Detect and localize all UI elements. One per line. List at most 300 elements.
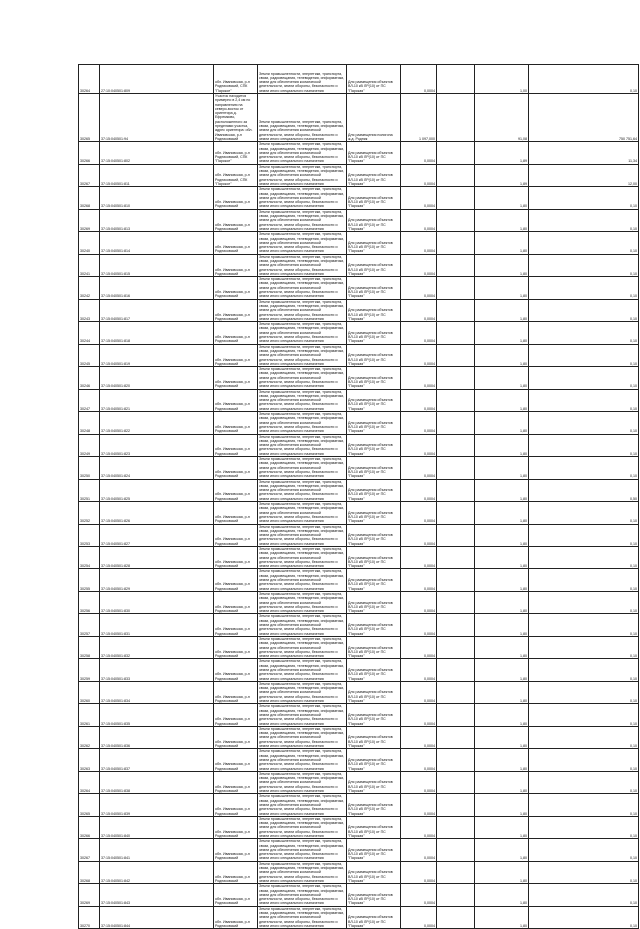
row-number-cell: 30257 <box>79 614 100 636</box>
land-category-cell: Земли промышленности, энергетики, транспорта, связи, радиовещания, телевидения, информатики, земли для обеспечения космической деятельности, земли обороны, безопасности и земли иного специального назначения <box>258 412 347 434</box>
total-cell: 0,10 <box>529 502 639 524</box>
row-number-cell: 30254 <box>79 546 100 568</box>
table-row <box>79 164 639 186</box>
permitted-use-cell: Для размещения объектов ВЛ-10 кВ ЛР(10) от ПС "Парская" <box>347 367 401 389</box>
extra-cell <box>437 209 475 231</box>
area-cell: 0,0004 <box>401 884 437 906</box>
cadastral-value-cell: 1,80 <box>475 884 529 906</box>
row-number-cell: 30249 <box>79 434 100 456</box>
total-cell: 0,10 <box>529 749 639 771</box>
area-cell: 0,0004 <box>401 142 437 164</box>
cadastral-value-cell: 1,80 <box>475 569 529 591</box>
total-cell: 0,10 <box>529 187 639 209</box>
cadastral-value-cell: 1,80 <box>475 344 529 366</box>
table-row <box>79 232 639 254</box>
cadastral-value-cell: 1,00 <box>475 65 529 94</box>
address-cell: обл. Ивановская, р-н Родниковский <box>214 502 258 524</box>
area-cell: 0,0004 <box>401 209 437 231</box>
address-cell: обл. Ивановская, р-н Родниковский <box>214 771 258 793</box>
permitted-use-cell: Для размещения объектов ВЛ-10 кВ ЛР(10) от ПС "Парская" <box>347 434 401 456</box>
row-number-cell: 30241 <box>79 254 100 276</box>
row-number-cell: 30263 <box>79 749 100 771</box>
extra-cell <box>437 164 475 186</box>
row-number-cell: 30251 <box>79 479 100 501</box>
permitted-use-cell: Для размещения объектов ВЛ-10 кВ ЛР(10) от ПС "Парская" <box>347 457 401 479</box>
permitted-use-cell: Для размещения объектов ВЛ-10 кВ ЛР(10) от ПС "Парская" <box>347 322 401 344</box>
land-category-cell: Земли промышленности, энергетики, транспорта, связи, радиовещания, телевидения, информатики, земли для обеспечения космической деятельности, земли обороны, безопасности и земли иного специального назначения <box>258 322 347 344</box>
land-category-cell: Земли промышленности, энергетики, транспорта, связи, радиовещания, телевидения, информатики, земли для обеспечения космической деятельности, земли обороны, безопасности и земли иного специального назначения <box>258 704 347 726</box>
table-row <box>79 524 639 546</box>
total-cell: 0,10 <box>529 906 639 928</box>
extra-cell <box>437 794 475 816</box>
extra-cell <box>437 187 475 209</box>
permitted-use-cell: Для размещения объектов ВЛ-10 кВ ЛР(10) от ПС "Парская" <box>347 614 401 636</box>
area-cell: 0,0004 <box>401 794 437 816</box>
extra-cell <box>437 434 475 456</box>
cadastral-number-cell: 37:15:040501:834 <box>100 681 214 703</box>
table-row <box>79 861 639 883</box>
cadastral-number-cell: 37:15:040501:810 <box>100 187 214 209</box>
row-number-cell: 30268 <box>79 187 100 209</box>
area-cell: 0,0004 <box>401 502 437 524</box>
total-cell: 0,10 <box>529 344 639 366</box>
area-cell: 0,0004 <box>401 524 437 546</box>
address-cell: обл. Ивановская, р-н Родниковский <box>214 524 258 546</box>
row-number-cell: 30252 <box>79 502 100 524</box>
land-category-cell: Земли промышленности, энергетики, транспорта, связи, радиовещания, телевидения, информатики, земли для обеспечения космической деятельности, земли обороны, безопасности и земли иного специального назначения <box>258 299 347 321</box>
area-cell: 0,0004 <box>401 726 437 748</box>
table-row <box>79 659 639 681</box>
table-row <box>79 502 639 524</box>
permitted-use-cell: Для размещения объектов ВЛ-10 кВ ЛР(10) от ПС "Парская" <box>347 524 401 546</box>
area-cell: 0,0004 <box>401 546 437 568</box>
land-category-cell: Земли промышленности, энергетики, транспорта, связи, радиовещания, телевидения, информатики, земли для обеспечения космической деятельности, земли обороны, безопасности и земли иного специального назначения <box>258 344 347 366</box>
row-number-cell: 30265 <box>79 794 100 816</box>
cadastral-value-cell: 1,80 <box>475 749 529 771</box>
table-row <box>79 636 639 658</box>
extra-cell <box>437 299 475 321</box>
table-row <box>79 457 639 479</box>
land-category-cell: Земли промышленности, энергетики, транспорта, связи, радиовещания, телевидения, информатики, земли для обеспечения космической деятельности, земли обороны, безопасности и земли иного специального назначения <box>258 65 347 94</box>
address-cell: обл. Ивановская, р-н Родниковский <box>214 457 258 479</box>
cadastral-number-cell: 37:15:040501:842 <box>100 861 214 883</box>
extra-cell <box>437 884 475 906</box>
cadastral-number-cell: 37:15:040501:830 <box>100 591 214 613</box>
address-cell: обл. Ивановская, р-н Родниковский <box>214 681 258 703</box>
total-cell: 0,10 <box>529 367 639 389</box>
table-row <box>79 254 639 276</box>
land-category-cell: Земли промышленности, энергетики, транспорта, связи, радиовещания, телевидения, информатики, земли для обеспечения космической деятельности, земли обороны, безопасности и земли иного специального назначения <box>258 659 347 681</box>
permitted-use-cell: Для размещения объектов ВЛ-10 кВ ЛР(10) от ПС "Парская" <box>347 816 401 838</box>
total-cell: 0,10 <box>529 614 639 636</box>
table-row <box>79 187 639 209</box>
cadastral-number-cell: 37:15:040501:826 <box>100 502 214 524</box>
total-cell: 0,10 <box>529 569 639 591</box>
extra-cell <box>437 254 475 276</box>
cadastral-number-cell: 37:15:040501:837 <box>100 749 214 771</box>
row-number-cell: 30258 <box>79 636 100 658</box>
total-cell: 0,10 <box>529 636 639 658</box>
land-category-cell: Земли промышленности, энергетики, транспорта, связи, радиовещания, телевидения, информатики, земли для обеспечения космической деятельности, земли обороны, безопасности и земли иного специального назначения <box>258 277 347 299</box>
address-cell: обл. Ивановская, р-н Родниковский <box>214 299 258 321</box>
cadastral-number-cell: 37:15:040501:828 <box>100 546 214 568</box>
area-cell: 0,0004 <box>401 704 437 726</box>
land-category-cell: Земли промышленности, энергетики, транспорта, связи, радиовещания, телевидения, информатики, земли для обеспечения космической деятельности, земли обороны, безопасности и земли иного специального назначения <box>258 569 347 591</box>
land-category-cell: Земли промышленности, энергетики, транспорта, связи, радиовещания, телевидения, информатики, земли для обеспечения космической деятельности, земли обороны, безопасности и земли иного специального назначения <box>258 906 347 928</box>
total-cell: 0,10 <box>529 434 639 456</box>
extra-cell <box>437 749 475 771</box>
extra-cell <box>437 277 475 299</box>
area-cell: 0,0004 <box>401 367 437 389</box>
address-cell: обл. Ивановская, р-н Родниковский <box>214 861 258 883</box>
cadastral-number-cell: 37:15:040501:811 <box>100 164 214 186</box>
cadastral-number-cell: 37:15:040501:819 <box>100 344 214 366</box>
area-cell: 0,0004 <box>401 322 437 344</box>
area-cell: 0,0004 <box>401 164 437 186</box>
permitted-use-cell: Для размещения объектов ВЛ-10 кВ ЛР(10) от ПС "Парская" <box>347 232 401 254</box>
land-category-cell: Земли промышленности, энергетики, транспорта, связи, радиовещания, телевидения, информатики, земли для обеспечения космической деятельности, земли обороны, безопасности и земли иного специального назначения <box>258 524 347 546</box>
table-row <box>79 771 639 793</box>
area-cell: 0,0004 <box>401 839 437 861</box>
address-cell: обл. Ивановская, р-н Родниковский <box>214 659 258 681</box>
total-cell: 0,10 <box>529 816 639 838</box>
permitted-use-cell: Для размещения объектов ВЛ-10 кВ ЛР(10) от ПС "Парская" <box>347 839 401 861</box>
table-row <box>79 479 639 501</box>
cadastral-value-cell: 1,80 <box>475 457 529 479</box>
address-cell: обл. Ивановская, р-н Родниковский <box>214 884 258 906</box>
cadastral-number-cell: 37:15:040501:822 <box>100 412 214 434</box>
land-category-cell: Земли промышленности, энергетики, транспорта, связи, радиовещания, телевидения, информатики, земли для обеспечения космической деятельности, земли обороны, безопасности и земли иного специального назначения <box>258 434 347 456</box>
table-row <box>79 906 639 928</box>
permitted-use-cell: Для размещения объектов ВЛ-10 кВ ЛР(10) от ПС "Парская" <box>347 479 401 501</box>
permitted-use-cell: Для размещения объектов ВЛ-10 кВ ЛР(10) от ПС "Парская" <box>347 794 401 816</box>
extra-cell <box>437 681 475 703</box>
cadastral-value-cell: 1,80 <box>475 726 529 748</box>
permitted-use-cell: Для размещения объектов ВЛ-10 кВ ЛР(10) от ПС "Парская" <box>347 142 401 164</box>
address-cell: обл. Ивановская, р-н Родниковский <box>214 344 258 366</box>
land-category-cell: Земли промышленности, энергетики, транспорта, связи, радиовещания, телевидения, информатики, земли для обеспечения космической деятельности, земли обороны, безопасности и земли иного специального назначения <box>258 636 347 658</box>
land-category-cell: Земли промышленности, энергетики, транспорта, связи, радиовещания, телевидения, информатики, земли для обеспечения космической деятельности, земли обороны, безопасности и земли иного специального назначения <box>258 187 347 209</box>
row-number-cell: 30242 <box>79 277 100 299</box>
cadastral-value-cell: 1,80 <box>475 209 529 231</box>
total-cell: 0,10 <box>529 232 639 254</box>
extra-cell <box>437 232 475 254</box>
table-row <box>79 209 639 231</box>
address-cell: обл. Ивановская, р-н Родниковский <box>214 614 258 636</box>
cadastral-value-cell: 1,80 <box>475 299 529 321</box>
address-cell: обл. Ивановская, р-н Родниковский <box>214 322 258 344</box>
permitted-use-cell: Для размещения объектов ВЛ-10 кВ ЛР(10) от ПС "Парская" <box>347 502 401 524</box>
total-cell: 0,10 <box>529 861 639 883</box>
cadastral-number-cell: 37:15:040501:820 <box>100 367 214 389</box>
total-cell: 0,10 <box>529 771 639 793</box>
total-cell: 0,10 <box>529 65 639 94</box>
cadastral-value-cell: 1,80 <box>475 434 529 456</box>
land-category-cell: Земли промышленности, энергетики, транспорта, связи, радиовещания, телевидения, информатики, земли для обеспечения космической деятельности, земли обороны, безопасности и земли иного специального назначения <box>258 614 347 636</box>
extra-cell <box>437 457 475 479</box>
cadastral-value-cell: 1,80 <box>475 524 529 546</box>
row-number-cell: 30247 <box>79 389 100 411</box>
permitted-use-cell: Для размещения объектов ВЛ-10 кВ ЛР(10) от ПС "Парская" <box>347 861 401 883</box>
permitted-use-cell: Для размещения объектов ВЛ-10 кВ ЛР(10) от ПС "Парская" <box>347 749 401 771</box>
cadastral-value-cell: 1,80 <box>475 254 529 276</box>
total-cell: 0,50 <box>529 479 639 501</box>
extra-cell <box>437 389 475 411</box>
land-category-cell: Земли промышленности, энергетики, транспорта, связи, радиовещания, телевидения, информатики, земли для обеспечения космической деятельности, земли обороны, безопасности и земли иного специального назначения <box>258 794 347 816</box>
cadastral-value-cell: 1,80 <box>475 681 529 703</box>
table-row <box>79 794 639 816</box>
permitted-use-cell: Для размещения объектов ВЛ-10 кВ ЛР(10) от ПС "Парская" <box>347 591 401 613</box>
address-cell: обл. Ивановская, р-н Родниковский <box>214 636 258 658</box>
address-cell: обл. Ивановская, р-н Родниковский <box>214 209 258 231</box>
row-number-cell: 30240 <box>79 232 100 254</box>
address-cell: обл. Ивановская, р-н Родниковский <box>214 367 258 389</box>
cadastral-number-cell: 37:15:040501:835 <box>100 704 214 726</box>
row-number-cell: 30262 <box>79 726 100 748</box>
cadastral-value-cell: 1,80 <box>475 614 529 636</box>
table-row <box>79 94 639 142</box>
row-number-cell: 30246 <box>79 367 100 389</box>
permitted-use-cell: Для размещения объектов ВЛ-10 кВ ЛР(10) от ПС "Парская" <box>347 636 401 658</box>
table-row <box>79 367 639 389</box>
address-cell: обл. Ивановская, р-н Родниковский <box>214 816 258 838</box>
table-row <box>79 546 639 568</box>
land-category-cell: Земли промышленности, энергетики, транспорта, связи, радиовещания, телевидения, информатики, земли для обеспечения космической деятельности, земли обороны, безопасности и земли иного специального назначения <box>258 232 347 254</box>
cadastral-value-cell: 1,80 <box>475 187 529 209</box>
cadastral-value-cell: 1,80 <box>475 322 529 344</box>
extra-cell <box>437 479 475 501</box>
extra-cell <box>437 816 475 838</box>
cadastral-number-cell: 37:15:040501:841 <box>100 839 214 861</box>
cadastral-value-cell: 1,80 <box>475 479 529 501</box>
permitted-use-cell: Для размещения объектов ВЛ-10 кВ ЛР(10) от ПС "Парская" <box>347 569 401 591</box>
cadastral-value-cell: 1,80 <box>475 546 529 568</box>
table-row <box>79 299 639 321</box>
total-cell: 0,10 <box>529 457 639 479</box>
row-number-cell: 30243 <box>79 299 100 321</box>
cadastral-number-cell: 37:15:040501:838 <box>100 771 214 793</box>
address-cell: обл. Ивановская, р-н Родниковский <box>214 389 258 411</box>
cadastral-number-cell: 37:15:040501:815 <box>100 254 214 276</box>
permitted-use-cell: Для размещения объектов ВЛ-10 кВ ЛР(10) от ПС "Парская" <box>347 659 401 681</box>
cadastral-value-cell: 1,80 <box>475 659 529 681</box>
address-cell: обл. Ивановская, р-н Родниковский <box>214 434 258 456</box>
table-row <box>79 277 639 299</box>
land-category-cell: Земли промышленности, энергетики, транспорта, связи, радиовещания, телевидения, информатики, земли для обеспечения космической деятельности, земли обороны, безопасности и земли иного специального назначения <box>258 884 347 906</box>
area-cell: 0,0004 <box>401 254 437 276</box>
extra-cell <box>437 524 475 546</box>
cadastral-value-cell: 1,80 <box>475 906 529 928</box>
address-cell: обл. Ивановская, р-н Родниковский <box>214 479 258 501</box>
cadastral-value-cell: 91,08 <box>475 94 529 142</box>
total-cell: 0,10 <box>529 412 639 434</box>
cadastral-number-cell: 37:15:040501:813 <box>100 209 214 231</box>
area-cell: 0,0004 <box>401 591 437 613</box>
address-cell: обл. Ивановская, р-н Родниковский <box>214 839 258 861</box>
permitted-use-cell: Для размещения объектов ВЛ-10 кВ ЛР(10) от ПС "Парская" <box>347 704 401 726</box>
cadastral-number-cell: 37:15:040501:832 <box>100 636 214 658</box>
table-row <box>79 839 639 861</box>
cadastral-number-cell: 37:15:040501:814 <box>100 232 214 254</box>
total-cell: 11,34 <box>529 142 639 164</box>
permitted-use-cell: Для размещения объектов ВЛ-10 кВ ЛР(10) от ПС "Парская" <box>347 277 401 299</box>
land-category-cell: Земли промышленности, энергетики, транспорта, связи, радиовещания, телевидения, информатики, земли для обеспечения космической деятельности, земли обороны, безопасности и земли иного специального назначения <box>258 546 347 568</box>
register-table-body <box>79 65 639 929</box>
table-row <box>79 681 639 703</box>
land-category-cell: Земли промышленности, энергетики, транспорта, связи, радиовещания, телевидения, информатики, земли для обеспечения космической деятельности, земли обороны, безопасности и земли иного специального назначения <box>258 254 347 276</box>
area-cell: 0,0004 <box>401 187 437 209</box>
cadastral-number-cell: 37:15:040501:839 <box>100 794 214 816</box>
cadastral-number-cell: 27:10:040501:809 <box>100 65 214 94</box>
permitted-use-cell: Для размещения объектов ВЛ-10 кВ ЛР(10) от ПС "Парская" <box>347 884 401 906</box>
permitted-use-cell: Для размещения объектов ВЛ-10 кВ ЛР(10) от ПС "Парская" <box>347 344 401 366</box>
permitted-use-cell: Для размещения объектов ВЛ-10 кВ ЛР(10) от ПС "Парская" <box>347 164 401 186</box>
total-cell: 0,10 <box>529 277 639 299</box>
cadastral-value-cell: 1,80 <box>475 704 529 726</box>
land-category-cell: Земли промышленности, энергетики, транспорта, связи, радиовещания, телевидения, информатики, земли для обеспечения космической деятельности, земли обороны, безопасности и земли иного специального назначения <box>258 142 347 164</box>
area-cell: 0,0004 <box>401 749 437 771</box>
total-cell: 0,10 <box>529 389 639 411</box>
cadastral-number-cell: 37:15:040501:821 <box>100 389 214 411</box>
row-number-cell: 30253 <box>79 524 100 546</box>
area-cell: 0,0004 <box>401 412 437 434</box>
area-cell: 0,0004 <box>401 344 437 366</box>
extra-cell <box>437 636 475 658</box>
permitted-use-cell: Для размещения объектов ВЛ-10 кВ ЛР(10) от ПС "Парская" <box>347 546 401 568</box>
area-cell: 0,0004 <box>401 861 437 883</box>
extra-cell <box>437 591 475 613</box>
table-row <box>79 569 639 591</box>
cadastral-number-cell: 37:15:040501:831 <box>100 614 214 636</box>
cadastral-number-cell: 37:15:040501:833 <box>100 659 214 681</box>
address-cell: обл. Ивановская, р-н Родниковский <box>214 412 258 434</box>
row-number-cell: 30267 <box>79 839 100 861</box>
extra-cell <box>437 65 475 94</box>
extra-cell <box>437 614 475 636</box>
extra-cell <box>437 94 475 142</box>
cadastral-number-cell: 37:15:040501:802 <box>100 142 214 164</box>
cadastral-value-cell: 1,80 <box>475 412 529 434</box>
cadastral-number-cell: 37:15:040501:840 <box>100 816 214 838</box>
table-row <box>79 65 639 94</box>
permitted-use-cell: Для размещения объектов ВЛ-10 кВ ЛР(10) от ПС "Парская" <box>347 681 401 703</box>
table-row <box>79 884 639 906</box>
cadastral-value-cell: 1,80 <box>475 389 529 411</box>
area-cell: 0,0004 <box>401 299 437 321</box>
total-cell: 0,10 <box>529 794 639 816</box>
total-cell: 0,10 <box>529 726 639 748</box>
address-cell: обл. Ивановская, р-н Родниковский, СПК "Парское" <box>214 142 258 164</box>
cadastral-number-cell: 37:15:040501:829 <box>100 569 214 591</box>
address-cell: обл. Ивановская, р-н Родниковский <box>214 232 258 254</box>
area-cell: 0,0004 <box>401 457 437 479</box>
cadastral-value-cell: 1,80 <box>475 502 529 524</box>
row-number-cell: 30265 <box>79 94 100 142</box>
row-number-cell: 30270 <box>79 906 100 928</box>
extra-cell <box>437 839 475 861</box>
row-number-cell: 30266 <box>79 142 100 164</box>
total-cell: 0,10 <box>529 591 639 613</box>
table-row <box>79 591 639 613</box>
address-cell: обл. Ивановская, р-н Родниковский <box>214 749 258 771</box>
area-cell: 0,0004 <box>401 434 437 456</box>
row-number-cell: 30248 <box>79 412 100 434</box>
extra-cell <box>437 142 475 164</box>
cadastral-value-cell: 1,80 <box>475 839 529 861</box>
cadastral-value-cell: 1,89 <box>475 142 529 164</box>
extra-cell <box>437 546 475 568</box>
total-cell: 750 751,64 <box>529 94 639 142</box>
extra-cell <box>437 704 475 726</box>
cadastral-value-cell: 1,89 <box>475 164 529 186</box>
table-row <box>79 704 639 726</box>
table-row <box>79 614 639 636</box>
address-cell: обл. Ивановская, р-н Родниковский <box>214 726 258 748</box>
address-cell: обл. Ивановская, р-н Родниковский, СПК "Парское" <box>214 164 258 186</box>
total-cell: 0,10 <box>529 524 639 546</box>
extra-cell <box>437 861 475 883</box>
land-category-cell: Земли промышленности, энергетики, транспорта, связи, радиовещания, телевидения, информатики, земли для обеспечения космической деятельности, земли обороны, безопасности и земли иного специального назначения <box>258 726 347 748</box>
permitted-use-cell: Для размещения объектов ВЛ-10 кВ ЛР(10) от ПС "Парская" <box>347 299 401 321</box>
area-cell: 0,0004 <box>401 277 437 299</box>
land-category-cell: Земли промышленности, энергетики, транспорта, связи, радиовещания, телевидения, информатики, земли для обеспечения космической деятельности, земли обороны, безопасности и земли иного специального назначения <box>258 749 347 771</box>
land-category-cell: Земли промышленности, энергетики, транспорта, связи, радиовещания, телевидения, информатики, земли для обеспечения космической деятельности, земли обороны, безопасности и земли иного специального назначения <box>258 164 347 186</box>
cadastral-number-cell: 37:15:040501:825 <box>100 479 214 501</box>
address-cell: обл. Ивановская, р-н Родниковский <box>214 704 258 726</box>
land-category-cell: Земли промышленности, энергетики, транспорта, связи, радиовещания, телевидения, информатики, земли для обеспечения космической деятельности, земли обороны, безопасности и земли иного специального назначения <box>258 771 347 793</box>
row-number-cell: 30256 <box>79 591 100 613</box>
permitted-use-cell: Для размещения объектов ВЛ-10 кВ ЛР(10) от ПС "Парская" <box>347 771 401 793</box>
cadastral-value-cell: 1,80 <box>475 861 529 883</box>
row-number-cell: 30261 <box>79 704 100 726</box>
land-category-cell: Земли промышленности, энергетики, транспорта, связи, радиовещания, телевидения, информатики, земли для обеспечения космической деятельности, земли обороны, безопасности и земли иного специального назначения <box>258 839 347 861</box>
extra-cell <box>437 569 475 591</box>
total-cell: 0,10 <box>529 209 639 231</box>
register-table <box>78 64 639 929</box>
area-cell: 0,0004 <box>401 636 437 658</box>
extra-cell <box>437 659 475 681</box>
cadastral-number-cell: 37:15:040501:843 <box>100 884 214 906</box>
address-cell: обл. Ивановская, р-н Родниковский <box>214 546 258 568</box>
address-cell: обл. Ивановская, р-н Родниковский <box>214 254 258 276</box>
total-cell: 0,10 <box>529 704 639 726</box>
row-number-cell: 30244 <box>79 322 100 344</box>
extra-cell <box>437 726 475 748</box>
address-cell: обл. Ивановская, р-н Родниковский <box>214 794 258 816</box>
permitted-use-cell: Для размещения объектов ВЛ-10 кВ ЛР(10) от ПС "Парская" <box>347 906 401 928</box>
table-row <box>79 412 639 434</box>
cadastral-value-cell: 1,80 <box>475 232 529 254</box>
total-cell: 0,10 <box>529 254 639 276</box>
permitted-use-cell: Для размещения объектов ВЛ-10 кВ ЛР(10) от ПС "Парская" <box>347 254 401 276</box>
extra-cell <box>437 502 475 524</box>
extra-cell <box>437 367 475 389</box>
total-cell: 0,10 <box>529 884 639 906</box>
total-cell: 0,10 <box>529 839 639 861</box>
row-number-cell: 30266 <box>79 816 100 838</box>
address-cell: обл. Ивановская, р-н Родниковский <box>214 569 258 591</box>
cadastral-number-cell: 37:15:040501:827 <box>100 524 214 546</box>
cadastral-number-cell: 37:15:040501:817 <box>100 299 214 321</box>
table-row <box>79 749 639 771</box>
cadastral-value-cell: 1,80 <box>475 636 529 658</box>
table-row <box>79 726 639 748</box>
row-number-cell: 30250 <box>79 457 100 479</box>
area-cell: 0,0004 <box>401 569 437 591</box>
cadastral-number-cell: 37:15:040501:818 <box>100 322 214 344</box>
row-number-cell: 30264 <box>79 65 100 94</box>
area-cell: 0,0004 <box>401 816 437 838</box>
